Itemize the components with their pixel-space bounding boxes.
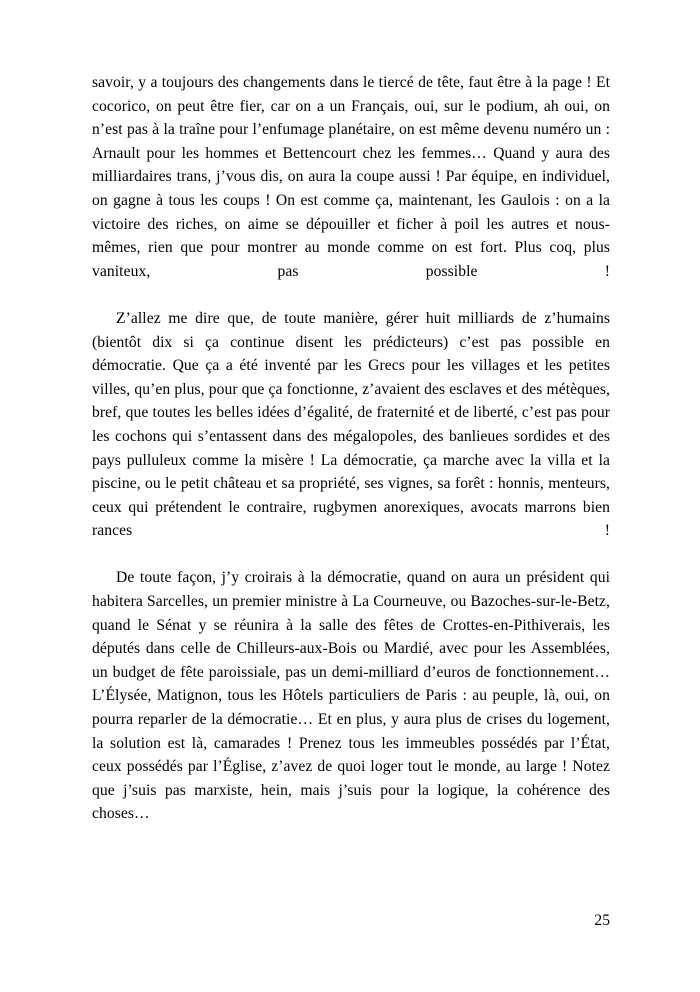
body-paragraph-1: savoir, y a toujours des changements dans le tiercé de tête, faut être à la page ! Et cocorico, on peut être fier, car on a un Français, oui, sur le podium, ah oui, on n’est pas à la traîne pour l’enfumage planétaire, on est même devenu numéro un : Arnault pour les hommes et Bettencourt chez les femmes… Quand y aura des milliardaires trans, j’vous dis, on aura la coupe aussi ! Par équipe, en individuel, on gagne à tous les coups ! On est comme ça, maintenant, les Gaulois : on a la victoire des riches, on aime se dépouiller et ficher à poil les autres et nous-mêmes, rien que pour montrer au monde comme on est fort. Plus coq, plus vaniteux, pas possible ! [92, 74, 610, 280]
page-number: 25 [594, 912, 610, 929]
body-paragraph-3: De toute façon, j’y croirais à la démocratie, quand on aura un président qui habitera Sarcelles, un premier ministre à La Courneuve, ou Bazoches-sur-le-Betz, quand le Sénat y se réunira à la salle des fêtes de Crottes-en-Pithiverais, les députés dans celle de Chilleurs-aux-Bois ou Mardié, avec pour les Assemblées, un budget de fête paroissiale, pas un demi-milliard d’euros de fonctionnement… L’Élysée, Matignon, tous les Hôtels particuliers de Paris : au peuple, là, oui, on pourra reparler de la démocratie… Et en plus, y aura plus de crises du logement, la solution est là, camarades ! Prenez tous les immeubles possédés par l’État, ceux possédés par l’Église, z’avez de quoi loger tout le monde, au large ! Notez que j’suis pas marxiste, hein, mais j’suis pour la logique, la cohérence des choses… [92, 569, 610, 823]
page-text-block [92, 71, 610, 850]
body-paragraph-2: Z’allez me dire que, de toute manière, gérer huit milliards de z’humains (bientôt dix si ça continue disent les prédicteurs) c’est pas possible en démocratie. Que ça a été inventé par les Grecs pour les villages et les petites villes, qu’en plus, pour que ça fonctionne, z’avaient des esclaves et des métèques, bref, que toutes les belles idées d’égalité, de fraternité et de liberté, c’est pas pour les cochons qui s’entassent dans des mégalopoles, des banlieues sordides et des pays pulluleux comme la misère ! La démocratie, ça marche avec la villa et la piscine, ou le petit château et sa propriété, ses vignes, sa forêt : honnis, menteurs, ceux qui prétendent le contraire, rugbymen anorexiques, avocats marrons bien rances ! [92, 309, 610, 540]
